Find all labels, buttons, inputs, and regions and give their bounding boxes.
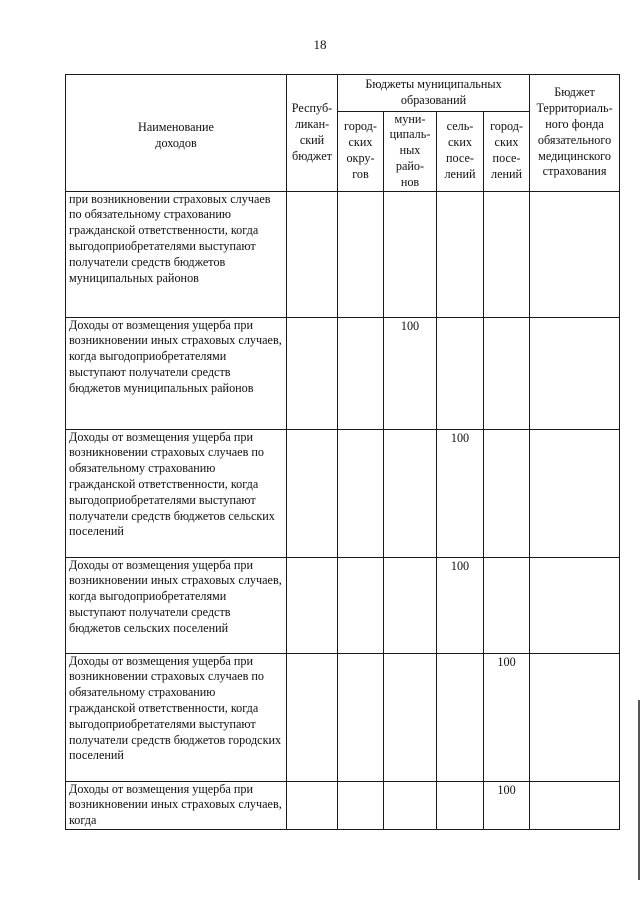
urban-settlements-value: 100 bbox=[484, 781, 530, 829]
city-districts-value bbox=[338, 653, 384, 781]
rural-settlements-value: 100 bbox=[437, 557, 484, 653]
table-row bbox=[66, 317, 620, 429]
revenue-name-cell: Доходы от возмещения ущерба при возникновении страховых случаев по обязательному страхованию гражданской ответственности, когда выгодоприобретателями выступают получатели средств бюджетов городских поселений bbox=[66, 653, 287, 781]
municipal-districts-value bbox=[384, 429, 437, 557]
republican-value bbox=[287, 429, 338, 557]
revenue-distribution-table bbox=[65, 74, 620, 830]
municipal-districts-value: 100 bbox=[384, 317, 437, 429]
revenue-name-cell: Доходы от возмещения ущерба при возникновении иных страховых случаев, когда bbox=[66, 781, 287, 829]
republican-value bbox=[287, 317, 338, 429]
urban-settlements-value: 100 bbox=[484, 653, 530, 781]
territorial-fund-value bbox=[530, 653, 620, 781]
revenue-name-cell: Доходы от возмещения ущерба при возникновении иных страховых случаев, когда выгодоприобретателями выступают получатели средств бюджетов муниципальных районов bbox=[66, 317, 287, 429]
municipal-districts-value bbox=[384, 653, 437, 781]
table-row bbox=[66, 653, 620, 781]
page-number: 18 bbox=[313, 37, 327, 52]
revenue-name-cell: Доходы от возмещения ущерба при возникновении страховых случаев по обязательному страхованию гражданской ответственности, когда выгодоприобретателями выступают получатели средств бюджетов сельских поселений bbox=[66, 429, 287, 557]
territorial-fund-value bbox=[530, 429, 620, 557]
header-revenue-name: Наименование доходов bbox=[66, 75, 287, 192]
rural-settlements-value bbox=[437, 781, 484, 829]
header-republican-budget: Респуб- ликан- ский бюджет bbox=[287, 75, 338, 192]
territorial-fund-value bbox=[530, 317, 620, 429]
urban-settlements-value bbox=[484, 557, 530, 653]
table-row bbox=[66, 557, 620, 653]
rural-settlements-value: 100 bbox=[437, 429, 484, 557]
republican-value bbox=[287, 191, 338, 317]
municipal-districts-value bbox=[384, 191, 437, 317]
header-municipal-districts: муни- ципаль- ных райо- нов bbox=[384, 111, 437, 191]
city-districts-value bbox=[338, 429, 384, 557]
table-row bbox=[66, 781, 620, 829]
republican-value bbox=[287, 653, 338, 781]
republican-value bbox=[287, 557, 338, 653]
city-districts-value bbox=[338, 781, 384, 829]
revenue-name-cell: при возникновении страховых случаев по обязательному страхованию гражданской ответственности, когда выгодоприобретателями выступают получатели средств бюджетов муниципальных районов bbox=[66, 191, 287, 317]
city-districts-value bbox=[338, 191, 384, 317]
header-city-districts: город- ских окру- гов bbox=[338, 111, 384, 191]
revenue-name-cell: Доходы от возмещения ущерба при возникновении иных страховых случаев, когда выгодоприобретателями выступают получатели средств бюджетов сельских поселений bbox=[66, 557, 287, 653]
rural-settlements-value bbox=[437, 191, 484, 317]
urban-settlements-value bbox=[484, 429, 530, 557]
municipal-districts-value bbox=[384, 557, 437, 653]
territorial-fund-value bbox=[530, 781, 620, 829]
rural-settlements-value bbox=[437, 317, 484, 429]
municipal-districts-value bbox=[384, 781, 437, 829]
header-rural-settlements: сель- ских посе- лений bbox=[437, 111, 484, 191]
urban-settlements-value bbox=[484, 317, 530, 429]
territorial-fund-value bbox=[530, 557, 620, 653]
header-municipal-budgets: Бюджеты муниципальных образований bbox=[338, 75, 530, 112]
table-row bbox=[66, 191, 620, 317]
rural-settlements-value bbox=[437, 653, 484, 781]
urban-settlements-value bbox=[484, 191, 530, 317]
header-urban-settlements: город- ских посе- лений bbox=[484, 111, 530, 191]
header-territorial-fund: Бюджет Территориаль- ного фонда обязательного медицинского страхования bbox=[530, 75, 620, 192]
table-row bbox=[66, 429, 620, 557]
republican-value bbox=[287, 781, 338, 829]
city-districts-value bbox=[338, 557, 384, 653]
territorial-fund-value bbox=[530, 191, 620, 317]
city-districts-value bbox=[338, 317, 384, 429]
